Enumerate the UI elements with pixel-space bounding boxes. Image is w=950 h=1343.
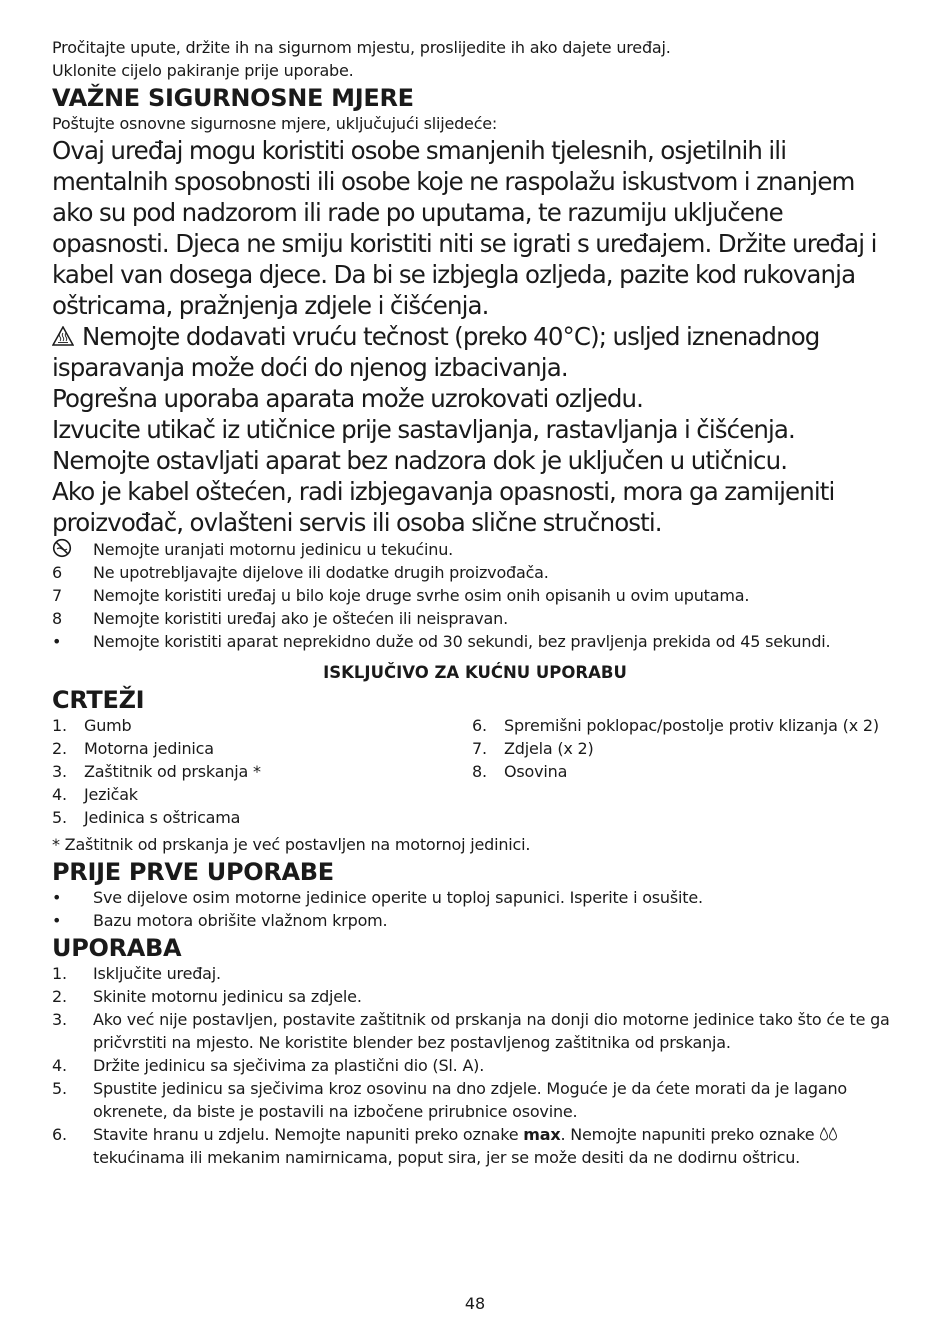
list-item (52, 760, 472, 783)
list-item (52, 886, 898, 909)
hot-surface-warning-icon (52, 326, 74, 346)
safety-list (52, 538, 898, 653)
list-marker: 3. (52, 762, 67, 781)
list-marker: 6. (472, 716, 487, 735)
drawings-left-column (52, 714, 472, 829)
list-marker: 7 (52, 586, 62, 605)
hot-liquid-warning (52, 321, 898, 383)
list-item-text: Nemojte koristiti uređaj ako je oštećen ili neispravan. (93, 609, 508, 628)
list-item-text: Sve dijelove osim motorne jedinice operite u toploj sapunici. Isperite i osušite. (93, 888, 703, 907)
list-item-text: Zdjela (x 2) (504, 739, 594, 758)
list-marker: 8. (472, 762, 487, 781)
intro-line-2: Uklonite cijelo pakiranje prije uporabe. (52, 61, 354, 80)
list-item-text: Spustite jedinicu sa sječivima kroz osovinu na dno zdjele. Moguće je da ćete morati da je lagano okrenete, da biste je postavili na izbočene prirubnice osovine. (93, 1079, 847, 1121)
list-item (52, 1008, 898, 1054)
safety-paragraph: Ovaj uređaj mogu koristiti osobe smanjenih tjelesnih, osjetilnih ili mentalnih sposobnosti ili osobe koje ne raspolažu iskustvom i znanjem ako su pod nadzorom ili rade po uputama, te razumiju uključene opasnosti. Djeca ne smiju koristiti niti se igrati s uređajem. Držite uređaj i kabel van dosega djece. Da bi se izbjegla ozljeda, pazite kod rukovanja oštricama, pražnjenja zdjele i čišćenja. (52, 136, 877, 320)
list-marker: 7. (472, 739, 487, 758)
list-marker: 6 (52, 563, 62, 582)
list-item (52, 909, 898, 932)
list-item (52, 1077, 898, 1123)
list-item-text: Gumb (84, 716, 132, 735)
list-marker: 4. (52, 785, 67, 804)
list-item-text: Zaštitnik od prskanja * (84, 762, 261, 781)
text-segment: Stavite hranu u zdjelu. Nemojte napuniti preko oznake (93, 1125, 524, 1144)
drawings-note: * Zaštitnik od prskanja je već postavljen na motornoj jedinici. (52, 835, 531, 854)
list-item-text: Jedinica s oštricama (84, 808, 241, 827)
list-item-text: Nemojte uranjati motornu jedinicu u tekućinu. (93, 540, 454, 559)
max-mark-label: max (523, 1125, 561, 1144)
list-marker: 1. (52, 716, 67, 735)
drawings-list (52, 714, 898, 829)
list-marker: 5. (52, 1079, 67, 1098)
usage-heading: UPORABA (52, 934, 182, 962)
list-item (472, 714, 898, 737)
list-item-text: Nemojte koristiti uređaj u bilo koje druge svrhe osim onih opisanih u ovim uputama. (93, 586, 750, 605)
drawings-right-column (472, 714, 898, 829)
list-marker: • (52, 911, 62, 930)
list-marker: 2. (52, 987, 67, 1006)
drawings-heading: CRTEŽI (52, 686, 145, 714)
list-item (52, 538, 898, 561)
usage-list (52, 962, 898, 1169)
list-item (472, 737, 898, 760)
list-item (52, 630, 898, 653)
list-marker: 8 (52, 609, 62, 628)
intro-line-1: Pročitajte upute, držite ih na sigurnom mjestu, proslijedite ih ako dajete uređaj. (52, 38, 671, 57)
list-item-text: Spremišni poklopac/postolje protiv klizanja (x 2) (504, 716, 879, 735)
before-use-list (52, 886, 898, 932)
list-marker: 4. (52, 1056, 67, 1075)
list-marker: • (52, 632, 62, 651)
list-item (472, 760, 898, 783)
text-segment: . Nemojte napuniti preko oznake (560, 1125, 820, 1144)
page-number: 48 (464, 1294, 486, 1313)
list-item (52, 737, 472, 760)
list-item (52, 584, 898, 607)
household-use-notice: ISKLJUČIVO ZA KUĆNU UPORABU (323, 663, 627, 682)
list-item (52, 1054, 898, 1077)
list-item (52, 561, 898, 584)
safety-subheading: Poštujte osnovne sigurnosne mjere, uključujući slijedeće: (52, 114, 498, 133)
text-segment: tekućinama ili mekanim namirnicama, poput sira, jer se može desiti da ne dodirnu oštricu. (93, 1148, 801, 1167)
safety-warnings (52, 135, 898, 538)
list-item-text: Ne upotrebljavajte dijelove ili dodatke drugih proizvođača. (93, 563, 549, 582)
list-marker: 3. (52, 1010, 67, 1029)
list-marker: • (52, 888, 62, 907)
list-marker: 6. (52, 1125, 67, 1144)
list-item-text: Ako već nije postavljen, postavite zaštitnik od prskanja na donji dio motorne jedinice tako što će te ga pričvrstiti na mjesto. Ne koristite blender bez postavljenog zaštitnika od prskanja. (93, 1010, 890, 1052)
hot-liquid-text: Nemojte dodavati vruću tečnost (preko 40°C); usljed iznenadnog isparavanja može doći do njenog izbacivanja. (52, 322, 820, 382)
misuse-warning: Pogrešna uporaba aparata može uzrokovati ozljedu. (52, 384, 644, 413)
before-use-heading: PRIJE PRVE UPORABE (52, 858, 334, 886)
list-item (52, 607, 898, 630)
list-marker: 1. (52, 964, 67, 983)
list-item (52, 806, 472, 829)
list-item-text: Isključite uređaj. (93, 964, 221, 983)
list-item (52, 714, 472, 737)
unplug-warning: Izvucite utikač iz utičnice prije sastavljanja, rastavljanja i čišćenja. (52, 415, 795, 444)
list-item (52, 985, 898, 1008)
safety-heading: VAŽNE SIGURNOSNE MJERE (52, 84, 414, 112)
list-item-text: Jezičak (84, 785, 138, 804)
list-marker: 2. (52, 739, 67, 758)
cable-warning: Ako je kabel oštećen, radi izbjegavanja opasnosti, mora ga zamijeniti proizvođač, ovlašteni servis ili osoba slične stručnosti. (52, 477, 835, 537)
list-item (52, 962, 898, 985)
list-item-text: Motorna jedinica (84, 739, 214, 758)
list-item-text: Osovina (504, 762, 568, 781)
no-immerse-icon (52, 538, 72, 558)
liquid-drops-icon (819, 1127, 839, 1141)
list-item-text (93, 1123, 898, 1169)
unattended-warning: Nemojte ostavljati aparat bez nadzora dok je uključen u utičnicu. (52, 446, 788, 475)
list-item-text: Nemojte koristiti aparat neprekidno duže od 30 sekundi, bez pravljenja prekida od 45 sekundi. (93, 632, 831, 651)
list-item-text: Bazu motora obrišite vlažnom krpom. (93, 911, 388, 930)
list-item (52, 783, 472, 806)
list-marker: 5. (52, 808, 67, 827)
document-page (52, 36, 898, 1169)
list-item-text: Skinite motornu jedinicu sa zdjele. (93, 987, 362, 1006)
list-item (52, 1123, 898, 1169)
list-item-text: Držite jedinicu sa sječivima za plastični dio (Sl. A). (93, 1056, 485, 1075)
